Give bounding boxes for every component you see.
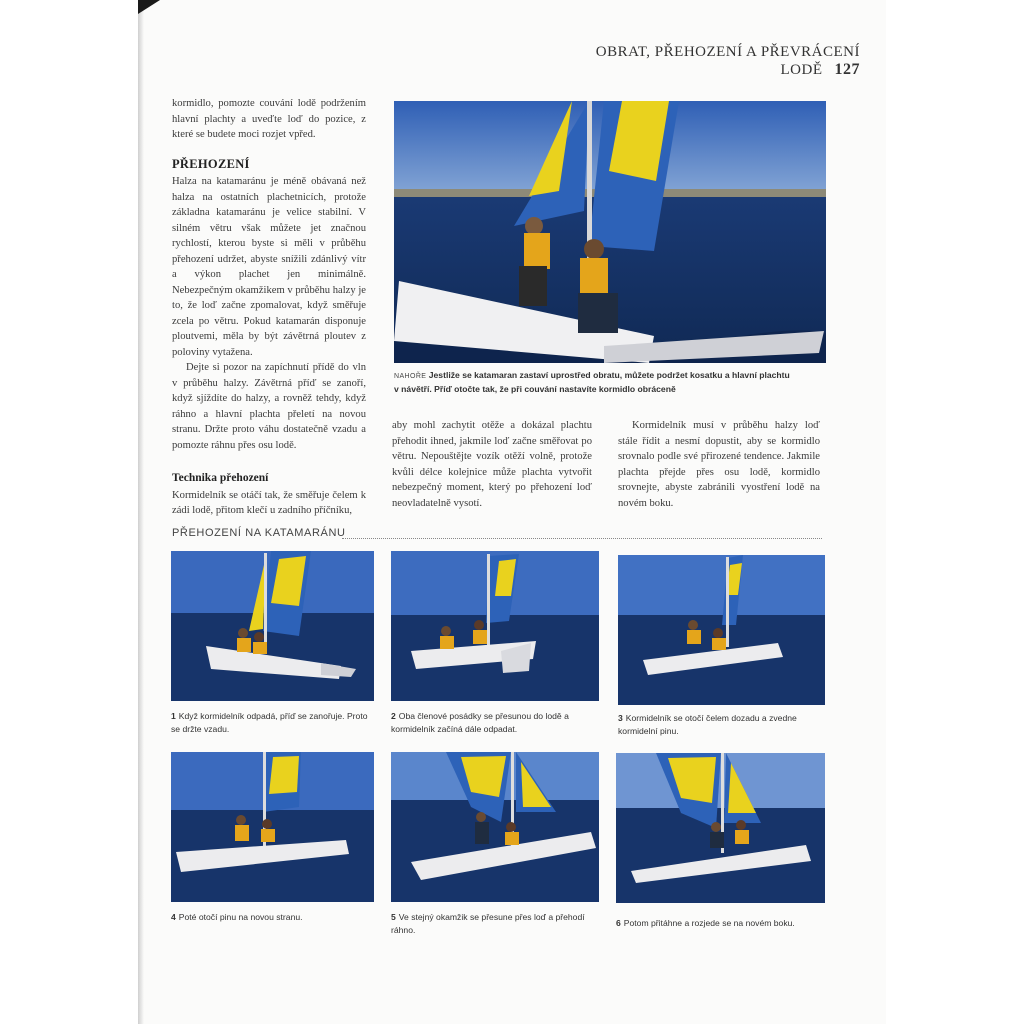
page-number: 127 [834, 61, 860, 78]
step-text-4: Poté otočí pinu na novou stranu. [178, 912, 303, 922]
sequence-caption-3 [618, 712, 818, 738]
sequence-photo-1 [171, 551, 374, 701]
sequence-photo-6 [616, 753, 825, 903]
sequence-caption-4 [171, 911, 371, 924]
right-text-column [618, 418, 820, 511]
step-number-6: 6 [616, 918, 621, 928]
sequence-caption-2 [391, 710, 591, 736]
step-number-2: 2 [391, 711, 396, 721]
paragraph-3: Kormidelník se otáčí tak, že směřuje čelem k zádi lodě, přitom klečí u zadního příčníku, [172, 489, 366, 516]
running-header [520, 44, 860, 79]
paragraph-1: Halza na katamaránu je méně obávaná než halza na ostatních plachetnicích, protože základna katamaránu je velice stabilní. V silném větru však můžete jet značnou rychlostí, kterou byste si měli v průběhu přehození udržet, abyste snížili zdánlivý vítr a výkon plachet jen minimálně. Nebezpečným okamžikem v průběhu halzy je to, že loď začne zpomalovat, když směřuje zcela po větru. Pokud katamarán disponuje ploutvemi, měla by být závětrná ploutev z poloviny vytažena. [172, 176, 366, 358]
sequence-caption-5 [391, 911, 591, 937]
step-number-1: 1 [171, 711, 176, 721]
sequence-title-rule [342, 538, 822, 539]
caption-text: Jestliže se katamaran zastaví uprostřed obratu, můžete podržet kosatku a hlavní plachtu v návětří. Příď otočte tak, že při couvání nastavíte kormidlo obráceně [394, 370, 790, 394]
sequence-caption-6 [616, 917, 816, 930]
step-text-6: Potom přitáhne a rozjede se na novém boku. [623, 918, 795, 928]
step-number-5: 5 [391, 912, 396, 922]
sequence-photo-2 [391, 551, 599, 701]
main-photo-caption [394, 369, 792, 396]
header-title: OBRAT, PŘEHOZENÍ A PŘEVRÁCENÍ LODĚ [595, 44, 860, 78]
middle-paragraph: aby mohl zachytit otěže a dokázal plachtu přehodit ihned, jakmile loď začne směřovat po větru. Nepouštějte vozík otěží volně, protože kvůli délce kolejnice může plachta vytvořit nebezpečný moment, který po přehození loď neovladatelně vysotí. [392, 420, 592, 509]
right-paragraph: Kormidelník musí v průběhu halzy loď stále řídit a nesmí dopustit, aby se kormidlo srovnalo podle své přirozené tendence. Jakmile plachta přejde přes osu lodě, kormidlo srovnejte, abyste zabránili vyostření lodě na novém boku. [618, 420, 820, 509]
left-text-column [172, 96, 366, 519]
step-number-3: 3 [618, 713, 623, 723]
step-number-4: 4 [171, 912, 176, 922]
sequence-photo-3 [618, 555, 825, 705]
step-text-2: Oba členové posádky se přesunou do lodě a kormidelník začíná dále odpadat. [391, 711, 569, 734]
section-heading: PŘEHOZENÍ [172, 156, 250, 171]
sequence-title: PŘEHOZENÍ NA KATAMARÁNU [172, 527, 346, 539]
sequence-photo-4 [171, 752, 374, 902]
caption-tag: NAHOŘE [394, 373, 427, 380]
sequence-caption-1 [171, 710, 371, 736]
middle-text-column [392, 418, 592, 511]
intro-paragraph: kormidlo, pomozte couvání lodě podržením hlavní plachty a uveďte loď do pozice, z které se budete moci rozjet vpřed. [172, 98, 366, 140]
main-photo [394, 101, 826, 363]
page-gutter-shadow [138, 0, 144, 1024]
sequence-photo-5 [391, 752, 599, 902]
step-text-1: Když kormidelník odpadá, příď se zanořuje. Proto se držte vzadu. [171, 711, 368, 734]
step-text-3: Kormidelník se otočí čelem dozadu a zvedne kormidelní pinu. [618, 713, 797, 736]
subheading: Technika přehození [172, 472, 269, 484]
paragraph-2: Dejte si pozor na zapíchnutí přídě do vln v průběhu halzy. Závětrná příď se zanoří, když sjíždíte do halzy, a rovněž tehdy, když ráhno a hlavní plachta přeletí na novou stranu. Držte proto váhu dostatečně vzadu a pomozte ráhnu přes osu lodě. [172, 362, 366, 451]
step-text-5: Ve stejný okamžik se přesune přes loď a přehodí ráhno. [391, 912, 585, 935]
